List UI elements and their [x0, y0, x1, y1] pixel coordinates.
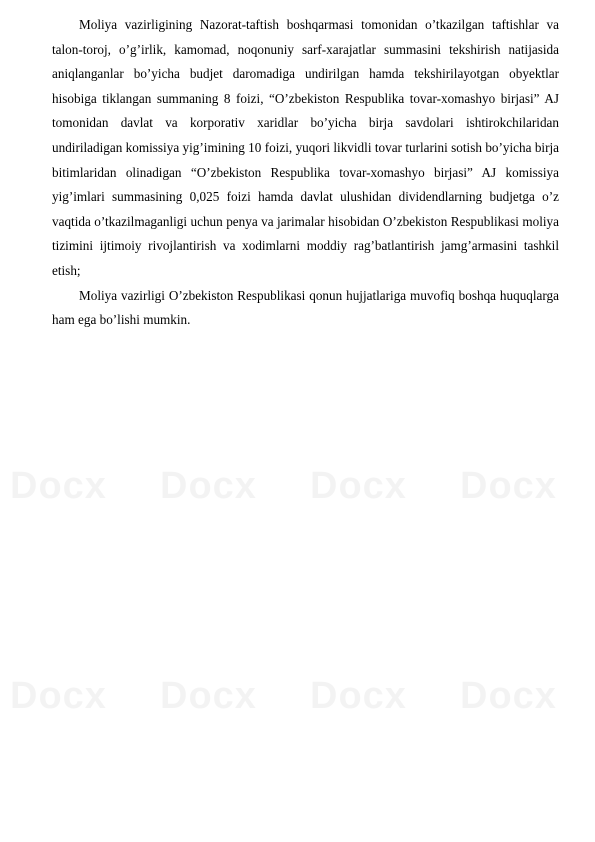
watermark — [10, 465, 107, 508]
watermark — [460, 465, 557, 508]
watermark — [460, 675, 557, 718]
watermark — [160, 465, 257, 508]
document-body — [52, 13, 559, 333]
paragraph: Moliya vazirligi O’zbekiston Respublikasi qonun hujjatlariga muvofiq boshqa huquqlarga ham ega bo’lishi mumkin. — [52, 287, 559, 328]
watermark — [310, 675, 407, 718]
paragraph: Moliya vazirligining Nazorat-taftish boshqarmasi tomonidan o’tkazilgan taftishlar va talon-toroj, o’g’irlik, kamomad, noqonuniy sarf-xarajatlar summasini tekshirish natijasida aniqlanganlar bo’yicha budjet daromadiga undirilgan hamda tekshirilayotgan obyektlar hisobiga tiklangan summaning 8 foizi, “O’zbekiston Respublika tovar-xomashyo birjasi” AJ tomonidan davlat va korporativ xaridlar bo’yicha birja savdolari ishtirokchilaridan undiriladigan komissiya yig’imining 10 foizi, yuqori likvidli tovar turlarini sotish bo’yicha birja bitimlaridan olinadigan “O’zbekiston Respublika tovar-xomashyo birjasi” AJ komissiya yig’imlari summasining 0,025 foizi hamda davlat ulushidan dividendlarning budjetga o’z vaqtida o’tkazilmaganligi uchun penya va jarimalar hisobidan O’zbekiston Respublikasi moliya tizimini ijtimoiy rivojlantirish va xodimlarni moddiy rag’batlantirish jamg’armasini tashkil etish; — [52, 17, 559, 278]
watermark — [160, 675, 257, 718]
watermark — [10, 675, 107, 718]
watermark — [310, 465, 407, 508]
